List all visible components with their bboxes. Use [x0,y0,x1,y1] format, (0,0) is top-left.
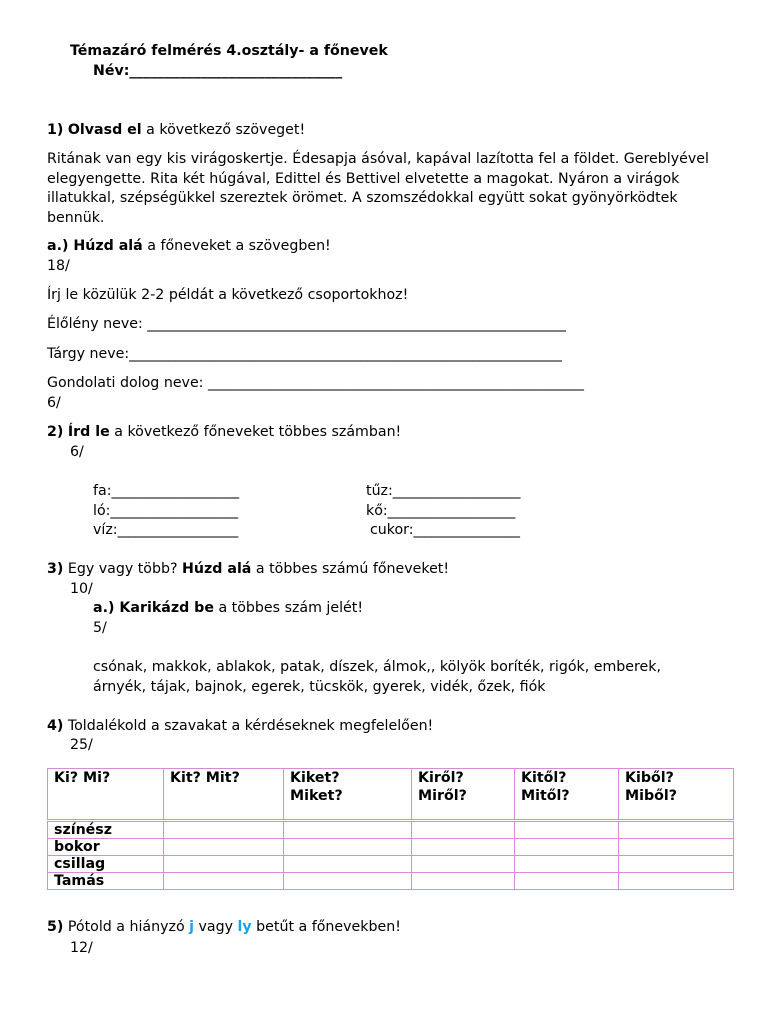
row-word: csillag [48,856,164,873]
task2-number: 2) [47,424,64,440]
header-kitol-mitol: Kitől? Mitől? [515,769,619,821]
task1-heading [47,121,305,141]
task3-score: 10/ [70,581,93,597]
table-cell[interactable] [164,839,284,856]
task3-number: 3) [47,561,64,577]
table-cell[interactable] [164,873,284,890]
word-cukor[interactable]: cukor:_______________ [370,522,520,538]
table-cell[interactable] [412,839,515,856]
task2-score: 6/ [70,444,84,460]
table-header-row [48,769,734,821]
letter-j: j [189,919,195,935]
task3-instruction: a többes számú főneveket! [251,561,450,577]
abstract-line[interactable]: Gondolati dolog neve: _____________________________________________________ [47,375,584,391]
page-title: Témazáró felmérés 4.osztály- a főnevek [70,43,388,59]
task2-instruction: a következő főneveket többes számban! [109,424,402,440]
task4-heading [47,717,433,737]
table-row [48,839,734,856]
declension-table [47,768,734,890]
table-cell[interactable] [619,856,734,873]
task5-mid: vagy [194,919,238,935]
word-list-line2: árnyék, tájak, bajnok, egerek, tücskök, gyerek, vidék, őzek, fiók [93,679,546,695]
living-thing-line[interactable]: Élőlény neve: ___________________________________________________________ [47,316,566,332]
reading-text: Ritának van egy kis virágoskertje. Édesapja ásóval, kapával lazította fel a földet. Gereblyével elegyengette. Rita két húgával, Edittel és Bettivel elvetette a magokat. Nyáron a virágok illatukkal, szépségükkel szereztek örömet. A szomszédokkal együtt sokat gyönyörködtek bennük. [47,151,709,226]
task5-pre: Pótold a hiányzó [63,919,190,935]
header-kibol-mibol: Kiből? Miből? [619,769,734,821]
table-cell[interactable] [515,821,619,839]
word-ko[interactable]: kő:__________________ [366,503,516,519]
table-cell[interactable] [412,856,515,873]
table-cell[interactable] [284,839,412,856]
task3a-score: 5/ [93,620,107,636]
task1a-score: 18/ [47,258,70,274]
task5-heading [47,918,401,938]
task1a-instruction: a főneveket a szövegben! [142,238,331,254]
table-row [48,821,734,839]
word-viz[interactable]: víz:_________________ [93,522,239,538]
header-kirol-mirol: Kiről? Miről? [412,769,515,821]
table-row [48,856,734,873]
task4-score: 25/ [70,737,93,753]
name-field[interactable]: Név:______________________________ [93,63,343,79]
task3-pre: Egy vagy több? [63,561,183,577]
task1-instruction-bold: Olvasd el [67,122,142,138]
table-cell[interactable] [164,821,284,839]
task1-instruction: a következő szöveget! [141,122,306,138]
task3a-instruction-bold: a.) Karikázd be [93,600,214,616]
table-cell[interactable] [515,839,619,856]
table-cell[interactable] [619,873,734,890]
table-cell[interactable] [619,839,734,856]
task2-heading [47,423,401,443]
task5-number: 5) [47,919,64,935]
table-cell[interactable] [515,856,619,873]
task3-instruction-bold: Húzd alá [182,561,252,577]
task1a-heading [47,237,331,257]
object-line[interactable]: Tárgy neve:_____________________________________________________________ [47,346,562,362]
header-kiket-miket: Kiket? Miket? [284,769,412,821]
table-cell[interactable] [412,873,515,890]
task5-instruction: betűt a főnevekben! [251,919,401,935]
task4-instruction: Toldalékold a szavakat a kérdéseknek megfelelően! [63,718,434,734]
task1-write-instruction: Írj le közülük 2-2 példát a következő csoportokhoz! [47,287,409,303]
task2-instruction-bold: Írd le [67,424,110,440]
task3a-heading [93,599,363,619]
table-cell[interactable] [284,873,412,890]
table-cell[interactable] [619,821,734,839]
letter-ly: ly [237,919,252,935]
table-cell[interactable] [284,856,412,873]
row-word: színész [48,821,164,839]
row-word: bokor [48,839,164,856]
row-word: Tamás [48,873,164,890]
header-kit-mit: Kit? Mit? [164,769,284,821]
table-row [48,873,734,890]
task5-score: 12/ [70,940,93,956]
task1-number: 1) [47,122,64,138]
task3-heading [47,560,449,580]
table-cell[interactable] [164,856,284,873]
table-cell[interactable] [515,873,619,890]
word-fa[interactable]: fa:__________________ [93,483,240,499]
word-tuz[interactable]: tűz:__________________ [366,483,521,499]
task3a-instruction: a többes szám jelét! [213,600,364,616]
table-cell[interactable] [412,821,515,839]
header-ki-mi: Ki? Mi? [48,769,164,821]
word-list-line1: csónak, makkok, ablakok, patak, díszek, álmok,, kölyök boríték, rigók, emberek, [93,659,662,675]
word-lo[interactable]: ló:__________________ [93,503,239,519]
task1-score: 6/ [47,395,61,411]
task1a-instruction-bold: a.) Húzd alá [47,238,143,254]
task4-number: 4) [47,718,64,734]
table-cell[interactable] [284,821,412,839]
